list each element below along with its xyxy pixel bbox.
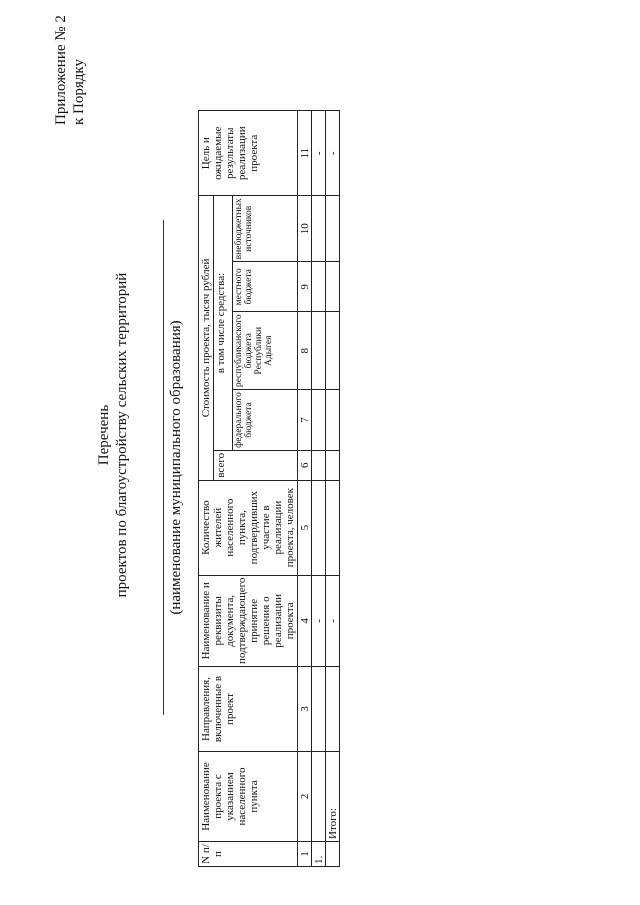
column-number: 11 [298, 111, 312, 196]
header-republic: республиканского бюджета Республики Адыгея [233, 312, 298, 390]
column-number-row [298, 111, 312, 867]
appendix-label [52, 15, 88, 125]
table-row [312, 111, 326, 867]
column-number: 9 [298, 262, 312, 312]
table-cell [326, 480, 340, 575]
header-including: в том числе средства: [214, 196, 233, 451]
table-cell: - [312, 575, 326, 666]
header-local: местного бюджета [233, 262, 298, 312]
table-cell [326, 312, 340, 390]
row-number: 1. [312, 842, 326, 867]
header-project-name: Наименование проекта с указанием населенного пункта [199, 752, 298, 842]
column-number: 10 [298, 196, 312, 262]
document-title [95, 225, 131, 645]
appendix-line-1: Приложение № 2 [53, 15, 69, 125]
table-cell [326, 196, 340, 262]
header-extra: внебюджетных источников [233, 196, 298, 262]
table-cell: - [312, 111, 326, 196]
table-cell [326, 390, 340, 451]
table-cell [312, 262, 326, 312]
column-number: 6 [298, 450, 312, 480]
table-cell [326, 667, 340, 752]
column-number: 8 [298, 312, 312, 390]
table-cell [312, 752, 326, 842]
header-num: N п/п [199, 842, 298, 867]
header-cost-group: Стоимость проекта, тысяч рублей [199, 196, 214, 480]
table-cell [312, 312, 326, 390]
header-total: всего [214, 450, 298, 480]
total-row [326, 111, 340, 867]
table-cell [312, 667, 326, 752]
table-cell [326, 842, 340, 867]
appendix-line-2: к Порядку [71, 59, 87, 125]
column-number: 1 [298, 842, 312, 867]
total-label: Итого: [326, 752, 340, 842]
title-line-1: Перечень [96, 404, 112, 466]
header-residents: Количество жителей населенного пункта, подтвердивших участие в реализации проекта, человек [199, 480, 298, 575]
table-cell [326, 450, 340, 480]
header-row-1 [199, 111, 214, 867]
header-document: Наименование и реквизиты документа, подтверждающего принятие решения о реализации проекта [199, 575, 298, 666]
title-line-2: проектов по благоустройству сельских территорий [114, 272, 130, 598]
header-federal: федерального бюджета [233, 390, 298, 451]
table-cell [312, 450, 326, 480]
table-cell [312, 196, 326, 262]
header-goal: Цель и ожидаемые результаты реализации проекта [199, 111, 298, 196]
column-number: 7 [298, 390, 312, 451]
municipality-caption: (наименование муниципального образования) [168, 320, 184, 615]
table-cell [312, 480, 326, 575]
projects-table [198, 110, 340, 867]
table-cell [312, 390, 326, 451]
table-cell [326, 262, 340, 312]
table-cell: - [326, 111, 340, 196]
column-number: 3 [298, 667, 312, 752]
table-cell: - [326, 575, 340, 666]
header-directions: Направления, включенные в проект [199, 667, 298, 752]
column-number: 5 [298, 480, 312, 575]
municipality-underline [163, 220, 164, 715]
column-number: 2 [298, 752, 312, 842]
column-number: 4 [298, 575, 312, 666]
